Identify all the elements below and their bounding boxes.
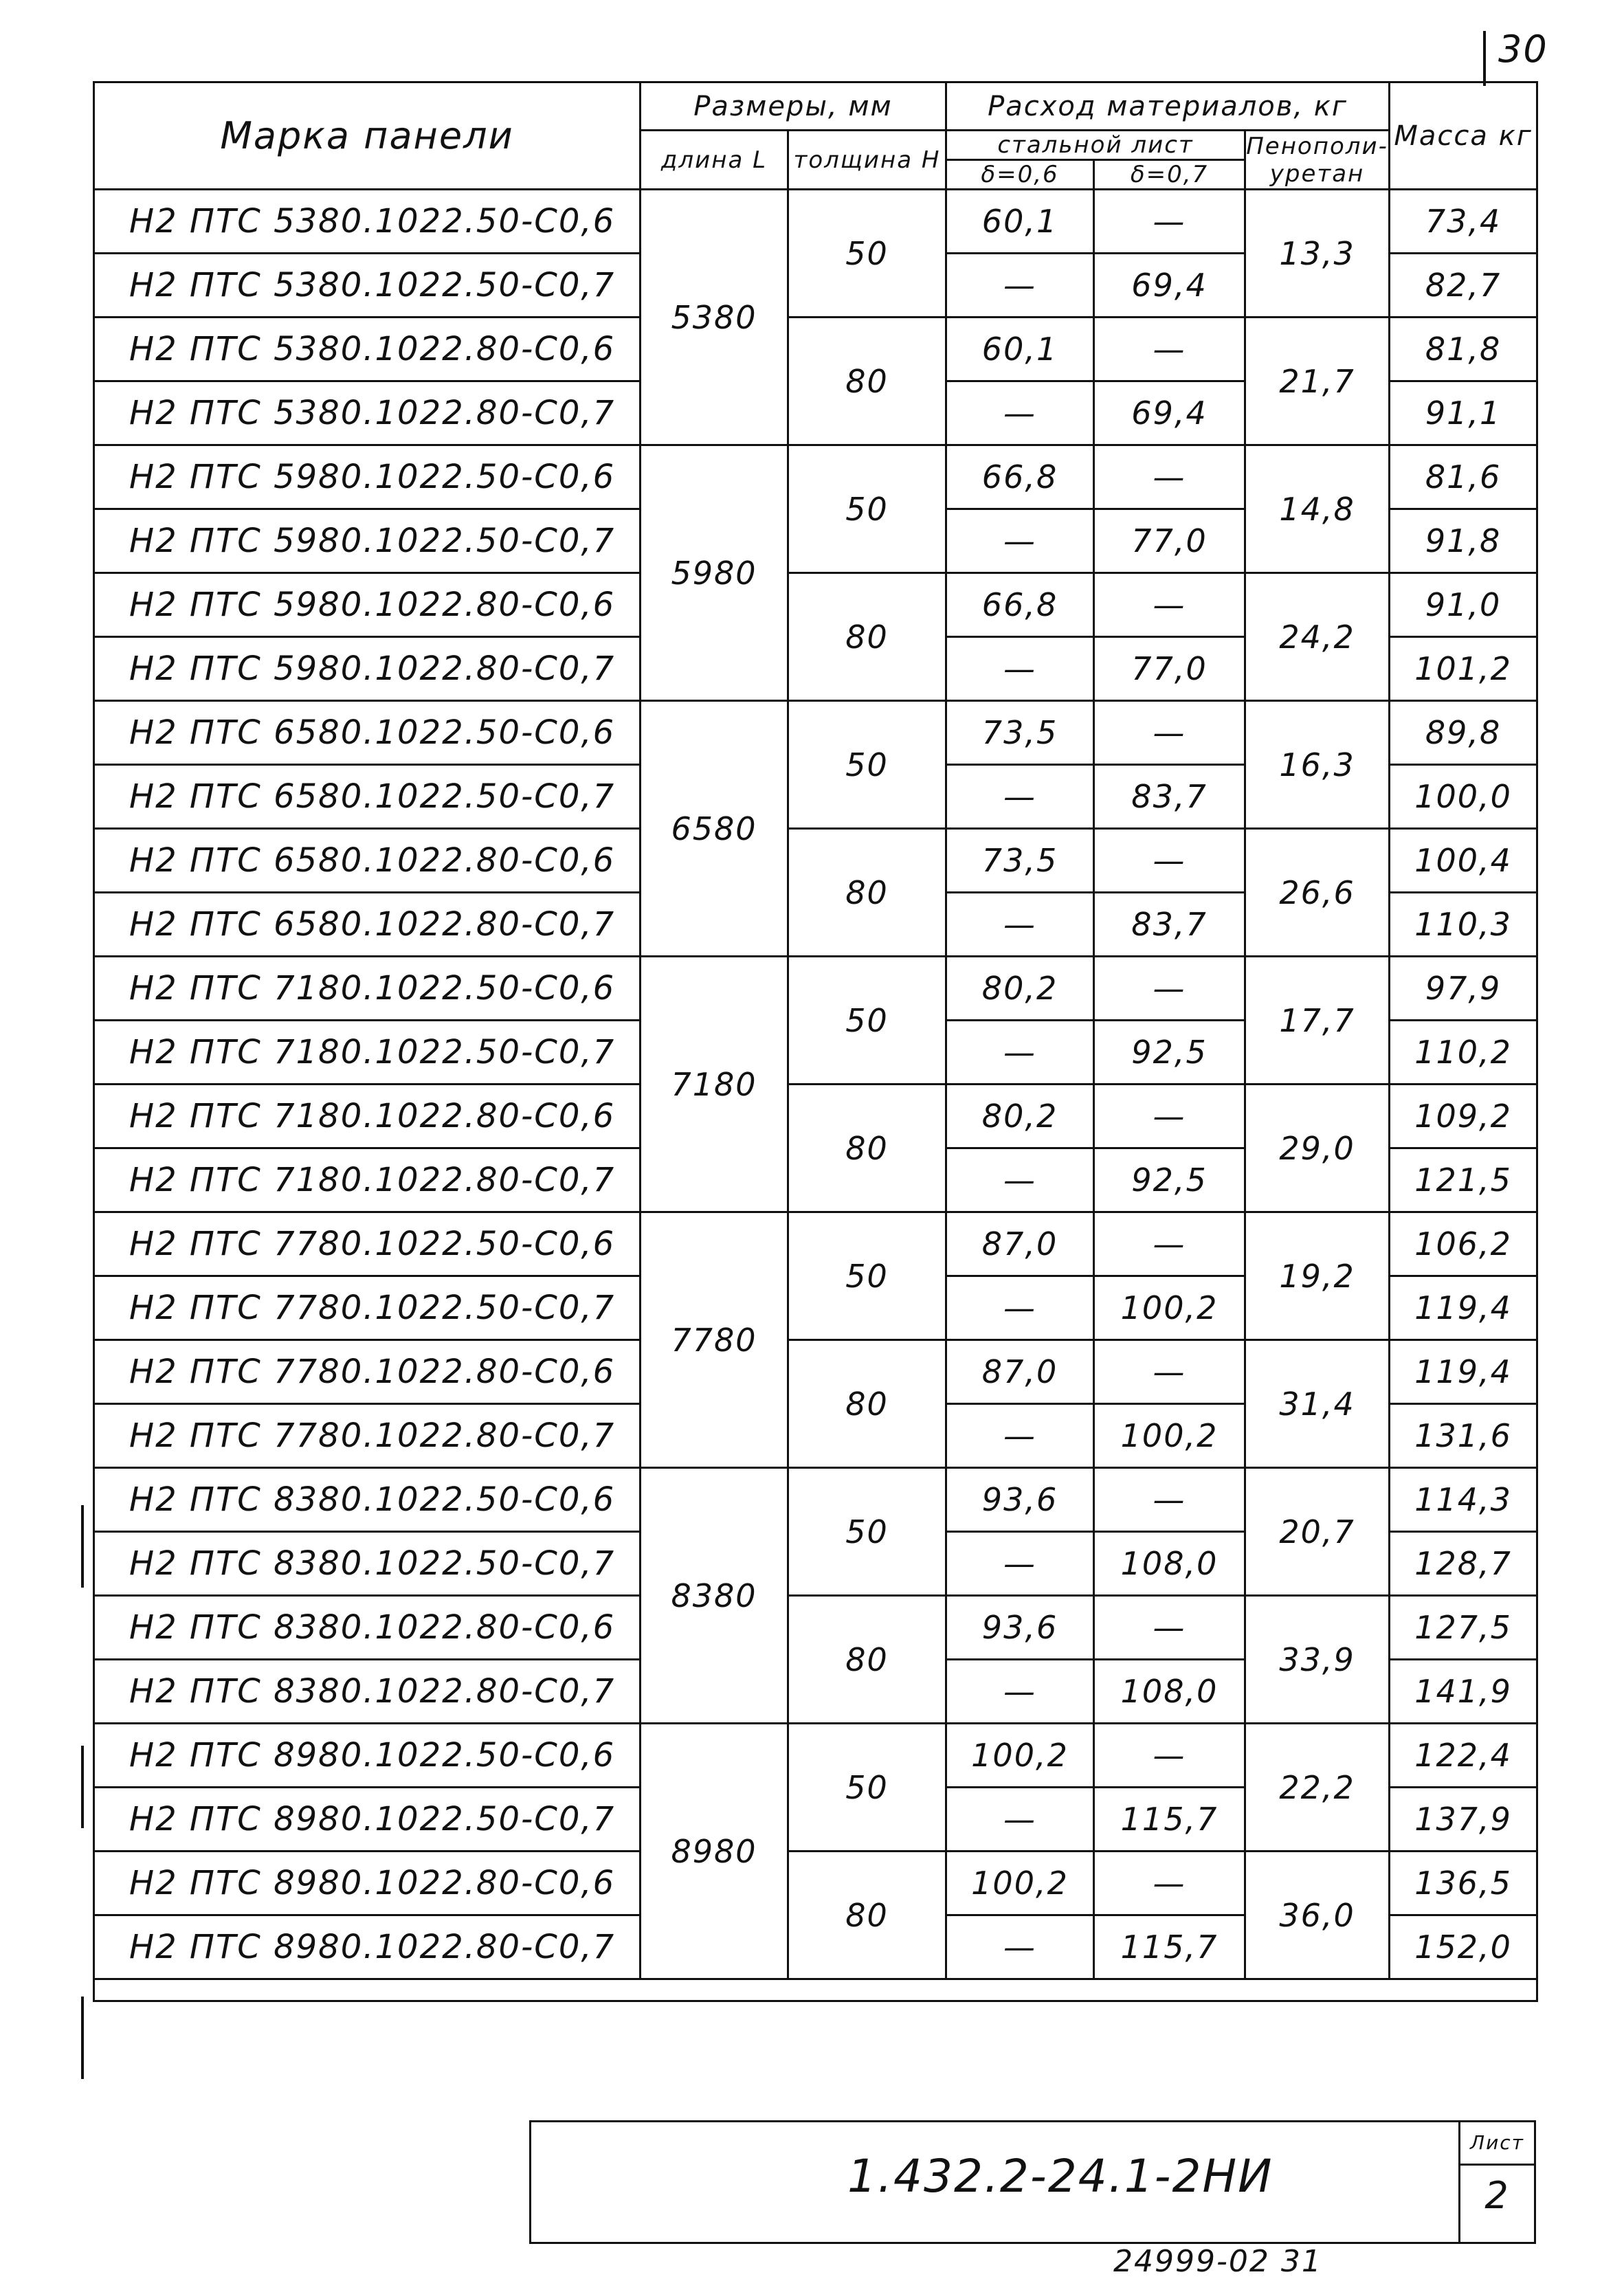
foam-cell: 36,0 bbox=[1245, 1852, 1390, 1979]
header-delta-07: δ=0,7 bbox=[1094, 160, 1245, 190]
steel-07-cell: 83,7 bbox=[1094, 893, 1245, 957]
steel-06-cell: — bbox=[946, 1404, 1094, 1468]
steel-07-cell: 115,7 bbox=[1094, 1788, 1245, 1852]
panel-mark-cell: Н2 ПТС 6580.1022.50-С0,7 bbox=[94, 765, 641, 829]
panel-mark-cell: Н2 ПТС 7780.1022.80-С0,7 bbox=[94, 1404, 641, 1468]
foam-cell: 21,7 bbox=[1245, 318, 1390, 445]
mass-cell: 122,4 bbox=[1390, 1724, 1537, 1788]
table-row bbox=[94, 957, 1537, 1021]
header-steel: стальной лист bbox=[946, 131, 1245, 160]
mass-cell: 81,6 bbox=[1390, 445, 1537, 509]
steel-06-cell: — bbox=[946, 509, 1094, 573]
steel-06-cell: 80,2 bbox=[946, 1085, 1094, 1148]
mass-cell: 100,0 bbox=[1390, 765, 1537, 829]
panel-mark-cell: Н2 ПТС 7780.1022.50-С0,6 bbox=[94, 1212, 641, 1276]
document-code: 1.432.2-24.1-2НИ bbox=[847, 2150, 1273, 2203]
panel-mark-cell: Н2 ПТС 7780.1022.50-С0,7 bbox=[94, 1276, 641, 1340]
mass-cell: 101,2 bbox=[1390, 637, 1537, 701]
header-length: длина L bbox=[641, 131, 788, 190]
foam-cell: 20,7 bbox=[1245, 1468, 1390, 1596]
foam-cell: 16,3 bbox=[1245, 701, 1390, 829]
panel-mark-cell: Н2 ПТС 8980.1022.80-С0,6 bbox=[94, 1852, 641, 1915]
mass-cell: 109,2 bbox=[1390, 1085, 1537, 1148]
thickness-cell: 50 bbox=[788, 1212, 946, 1340]
table-row bbox=[94, 1724, 1537, 1788]
panel-mark-cell: Н2 ПТС 5980.1022.80-С0,7 bbox=[94, 637, 641, 701]
sheet-cell bbox=[1458, 2122, 1534, 2242]
margin-tick bbox=[81, 1505, 84, 1588]
thickness-cell: 50 bbox=[788, 1468, 946, 1596]
length-cell: 8380 bbox=[641, 1468, 788, 1724]
mass-cell: 89,8 bbox=[1390, 701, 1537, 765]
table-row bbox=[94, 573, 1537, 637]
steel-06-cell: 66,8 bbox=[946, 445, 1094, 509]
foam-cell: 19,2 bbox=[1245, 1212, 1390, 1340]
thickness-cell: 80 bbox=[788, 1085, 946, 1212]
foam-cell: 24,2 bbox=[1245, 573, 1390, 701]
steel-07-cell: 69,4 bbox=[1094, 381, 1245, 445]
steel-06-cell: 100,2 bbox=[946, 1724, 1094, 1788]
foam-cell: 17,7 bbox=[1245, 957, 1390, 1085]
page-number-bar bbox=[1483, 31, 1486, 86]
thickness-cell: 50 bbox=[788, 701, 946, 829]
panel-mark-cell: Н2 ПТС 6580.1022.80-С0,7 bbox=[94, 893, 641, 957]
steel-07-cell: — bbox=[1094, 445, 1245, 509]
steel-06-cell: 60,1 bbox=[946, 190, 1094, 254]
margin-tick bbox=[81, 1997, 84, 2079]
steel-06-cell: 60,1 bbox=[946, 318, 1094, 381]
steel-07-cell: 92,5 bbox=[1094, 1148, 1245, 1212]
table-row bbox=[94, 318, 1537, 381]
header-foam: Пенополи- уретан bbox=[1245, 131, 1390, 190]
mass-cell: 119,4 bbox=[1390, 1276, 1537, 1340]
panel-mark-cell: Н2 ПТС 5380.1022.50-С0,6 bbox=[94, 190, 641, 254]
table-row bbox=[94, 1596, 1537, 1660]
steel-07-cell: — bbox=[1094, 1724, 1245, 1788]
steel-06-cell: — bbox=[946, 1021, 1094, 1085]
steel-06-cell: — bbox=[946, 893, 1094, 957]
foam-cell: 33,9 bbox=[1245, 1596, 1390, 1724]
thickness-cell: 80 bbox=[788, 829, 946, 957]
mass-cell: 91,1 bbox=[1390, 381, 1537, 445]
panel-mark-cell: Н2 ПТС 5380.1022.50-С0,7 bbox=[94, 254, 641, 318]
steel-07-cell: 108,0 bbox=[1094, 1532, 1245, 1596]
steel-06-cell: — bbox=[946, 1276, 1094, 1340]
thickness-cell: 80 bbox=[788, 318, 946, 445]
steel-07-cell: 100,2 bbox=[1094, 1404, 1245, 1468]
steel-07-cell: — bbox=[1094, 318, 1245, 381]
thickness-cell: 50 bbox=[788, 445, 946, 573]
footer-code: 24999-02 31 bbox=[1113, 2244, 1322, 2279]
header-materials: Расход материалов, кг bbox=[946, 82, 1390, 131]
length-cell: 7780 bbox=[641, 1212, 788, 1468]
steel-06-cell: 93,6 bbox=[946, 1468, 1094, 1532]
steel-07-cell: 77,0 bbox=[1094, 637, 1245, 701]
thickness-cell: 50 bbox=[788, 190, 946, 318]
panel-mark-cell: Н2 ПТС 5380.1022.80-С0,6 bbox=[94, 318, 641, 381]
mass-cell: 100,4 bbox=[1390, 829, 1537, 893]
steel-07-cell: — bbox=[1094, 701, 1245, 765]
margin-tick bbox=[81, 1746, 84, 1828]
steel-07-cell: — bbox=[1094, 829, 1245, 893]
panel-mark-cell: Н2 ПТС 8380.1022.80-С0,7 bbox=[94, 1660, 641, 1724]
sheet-number: 2 bbox=[1484, 2174, 1510, 2217]
steel-07-cell: — bbox=[1094, 1340, 1245, 1404]
panel-mark-cell: Н2 ПТС 5980.1022.50-С0,7 bbox=[94, 509, 641, 573]
steel-06-cell: — bbox=[946, 1788, 1094, 1852]
steel-07-cell: — bbox=[1094, 1852, 1245, 1915]
panel-mark-cell: Н2 ПТС 8380.1022.50-С0,7 bbox=[94, 1532, 641, 1596]
mass-cell: 114,3 bbox=[1390, 1468, 1537, 1532]
steel-06-cell: 66,8 bbox=[946, 573, 1094, 637]
steel-07-cell: — bbox=[1094, 957, 1245, 1021]
steel-07-cell: — bbox=[1094, 1085, 1245, 1148]
table-row bbox=[94, 1852, 1537, 1915]
steel-06-cell: — bbox=[946, 765, 1094, 829]
mass-cell: 81,8 bbox=[1390, 318, 1537, 381]
table-row bbox=[94, 1085, 1537, 1148]
panel-mark-cell: Н2 ПТС 7180.1022.80-С0,6 bbox=[94, 1085, 641, 1148]
panel-mark-cell: Н2 ПТС 8380.1022.50-С0,6 bbox=[94, 1468, 641, 1532]
steel-06-cell: — bbox=[946, 381, 1094, 445]
panel-mark-cell: Н2 ПТС 5980.1022.50-С0,6 bbox=[94, 445, 641, 509]
steel-06-cell: 93,6 bbox=[946, 1596, 1094, 1660]
steel-07-cell: 77,0 bbox=[1094, 509, 1245, 573]
panel-mark-cell: Н2 ПТС 8380.1022.80-С0,6 bbox=[94, 1596, 641, 1660]
steel-07-cell: — bbox=[1094, 573, 1245, 637]
table-row bbox=[94, 445, 1537, 509]
table-row bbox=[94, 1340, 1537, 1404]
foam-cell: 31,4 bbox=[1245, 1340, 1390, 1468]
mass-cell: 136,5 bbox=[1390, 1852, 1537, 1915]
header-thickness: толщина H bbox=[788, 131, 946, 190]
thickness-cell: 80 bbox=[788, 1852, 946, 1979]
header-mark: Марка панели bbox=[94, 82, 641, 190]
foam-cell: 22,2 bbox=[1245, 1724, 1390, 1852]
mass-cell: 97,9 bbox=[1390, 957, 1537, 1021]
steel-07-cell: — bbox=[1094, 1596, 1245, 1660]
panel-mark-cell: Н2 ПТС 8980.1022.80-С0,7 bbox=[94, 1915, 641, 1979]
steel-06-cell: — bbox=[946, 1148, 1094, 1212]
table-row bbox=[94, 1468, 1537, 1532]
table-row bbox=[94, 1212, 1537, 1276]
mass-cell: 121,5 bbox=[1390, 1148, 1537, 1212]
foam-cell: 29,0 bbox=[1245, 1085, 1390, 1212]
panel-mark-cell: Н2 ПТС 7780.1022.80-С0,6 bbox=[94, 1340, 641, 1404]
length-cell: 5380 bbox=[641, 190, 788, 445]
foam-cell: 26,6 bbox=[1245, 829, 1390, 957]
page-number: 30 bbox=[1498, 27, 1548, 71]
foam-cell: 13,3 bbox=[1245, 190, 1390, 318]
title-block bbox=[529, 2120, 1536, 2244]
panel-mark-cell: Н2 ПТС 7180.1022.80-С0,7 bbox=[94, 1148, 641, 1212]
panel-mark-cell: Н2 ПТС 7180.1022.50-С0,6 bbox=[94, 957, 641, 1021]
mass-cell: 91,0 bbox=[1390, 573, 1537, 637]
panel-mark-cell: Н2 ПТС 5980.1022.80-С0,6 bbox=[94, 573, 641, 637]
table-row bbox=[94, 829, 1537, 893]
steel-07-cell: — bbox=[1094, 190, 1245, 254]
mass-cell: 119,4 bbox=[1390, 1340, 1537, 1404]
foam-cell: 14,8 bbox=[1245, 445, 1390, 573]
length-cell: 5980 bbox=[641, 445, 788, 701]
mass-cell: 137,9 bbox=[1390, 1788, 1537, 1852]
header-dims: Размеры, мм bbox=[641, 82, 946, 131]
mass-cell: 106,2 bbox=[1390, 1212, 1537, 1276]
thickness-cell: 80 bbox=[788, 1596, 946, 1724]
steel-06-cell: — bbox=[946, 254, 1094, 318]
panel-mark-cell: Н2 ПТС 7180.1022.50-С0,7 bbox=[94, 1021, 641, 1085]
mass-cell: 82,7 bbox=[1390, 254, 1537, 318]
steel-06-cell: — bbox=[946, 1532, 1094, 1596]
panel-mark-cell: Н2 ПТС 8980.1022.50-С0,6 bbox=[94, 1724, 641, 1788]
sheet-label: Лист bbox=[1460, 2122, 1534, 2166]
thickness-cell: 50 bbox=[788, 1724, 946, 1852]
steel-07-cell: 108,0 bbox=[1094, 1660, 1245, 1724]
steel-06-cell: — bbox=[946, 637, 1094, 701]
mass-cell: 91,8 bbox=[1390, 509, 1537, 573]
length-cell: 8980 bbox=[641, 1724, 788, 1979]
steel-06-cell: 100,2 bbox=[946, 1852, 1094, 1915]
mass-cell: 127,5 bbox=[1390, 1596, 1537, 1660]
mass-cell: 131,6 bbox=[1390, 1404, 1537, 1468]
steel-07-cell: 115,7 bbox=[1094, 1915, 1245, 1979]
steel-06-cell: — bbox=[946, 1915, 1094, 1979]
table-row bbox=[94, 190, 1537, 254]
thickness-cell: 50 bbox=[788, 957, 946, 1085]
mass-cell: 128,7 bbox=[1390, 1532, 1537, 1596]
panel-mark-cell: Н2 ПТС 5380.1022.80-С0,7 bbox=[94, 381, 641, 445]
mass-cell: 110,3 bbox=[1390, 893, 1537, 957]
steel-06-cell: 87,0 bbox=[946, 1212, 1094, 1276]
steel-06-cell: 80,2 bbox=[946, 957, 1094, 1021]
mass-cell: 141,9 bbox=[1390, 1660, 1537, 1724]
length-cell: 7180 bbox=[641, 957, 788, 1212]
steel-07-cell: 92,5 bbox=[1094, 1021, 1245, 1085]
panel-spec-table bbox=[93, 81, 1538, 2002]
steel-07-cell: — bbox=[1094, 1468, 1245, 1532]
steel-07-cell: 100,2 bbox=[1094, 1276, 1245, 1340]
panel-mark-cell: Н2 ПТС 6580.1022.50-С0,6 bbox=[94, 701, 641, 765]
steel-07-cell: 83,7 bbox=[1094, 765, 1245, 829]
steel-06-cell: — bbox=[946, 1660, 1094, 1724]
table-row bbox=[94, 701, 1537, 765]
mass-cell: 73,4 bbox=[1390, 190, 1537, 254]
steel-06-cell: 87,0 bbox=[946, 1340, 1094, 1404]
thickness-cell: 80 bbox=[788, 1340, 946, 1468]
blank-row bbox=[94, 1979, 1537, 2001]
mass-cell: 110,2 bbox=[1390, 1021, 1537, 1085]
thickness-cell: 80 bbox=[788, 573, 946, 701]
steel-06-cell: 73,5 bbox=[946, 829, 1094, 893]
length-cell: 6580 bbox=[641, 701, 788, 957]
header-mass: Масса кг bbox=[1390, 82, 1537, 190]
steel-07-cell: 69,4 bbox=[1094, 254, 1245, 318]
panel-mark-cell: Н2 ПТС 8980.1022.50-С0,7 bbox=[94, 1788, 641, 1852]
panel-mark-cell: Н2 ПТС 6580.1022.80-С0,6 bbox=[94, 829, 641, 893]
header-delta-06: δ=0,6 bbox=[946, 160, 1094, 190]
steel-07-cell: — bbox=[1094, 1212, 1245, 1276]
mass-cell: 152,0 bbox=[1390, 1915, 1537, 1979]
blank-area bbox=[94, 1979, 1537, 2001]
steel-06-cell: 73,5 bbox=[946, 701, 1094, 765]
